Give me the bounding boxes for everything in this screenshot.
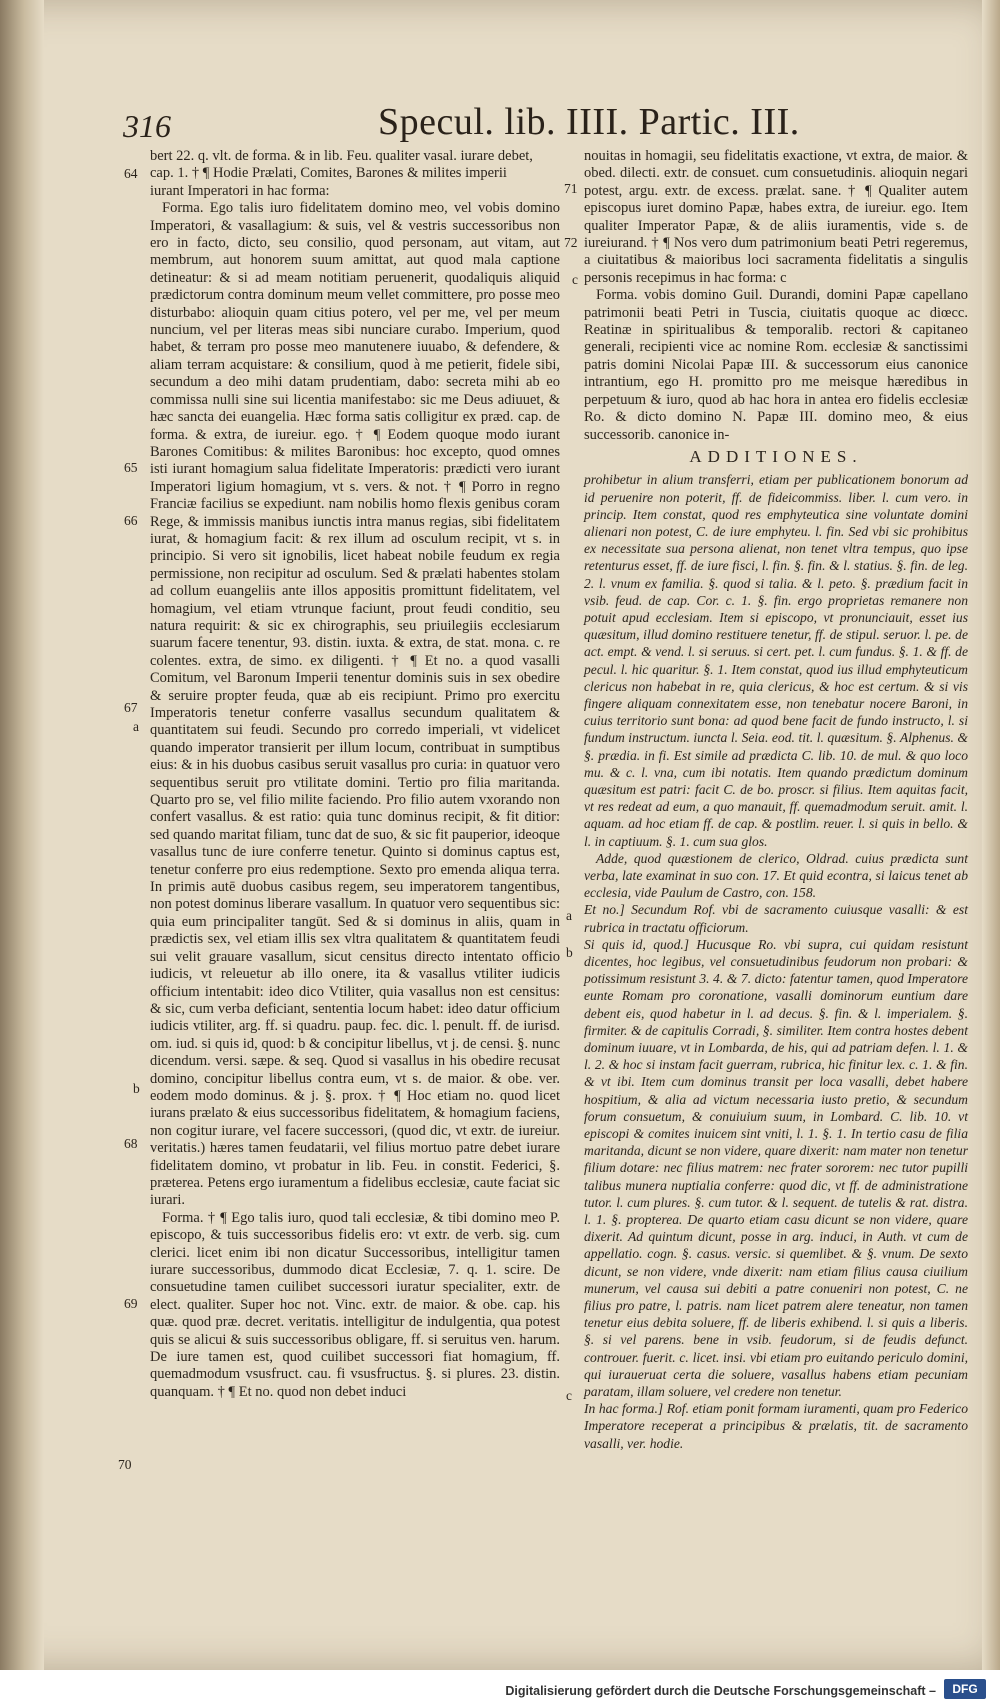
left-line-3: iurant Imperatori in hac forma: <box>150 182 330 199</box>
margin-number: 70 <box>118 1457 132 1472</box>
additiones-adde: Adde, quod quæstionem de clerico, Oldrad. cuius prædicta sunt verba, late examinat in suo con. 17. Et quid econtra, si laicus tenet ab ecclesia, vide Paulum de Castro, con. 158. <box>584 850 968 901</box>
additions-letter: b <box>566 945 573 960</box>
margin-number: 67 <box>124 700 138 715</box>
margin-number: 69 <box>124 1296 138 1311</box>
additiones-note-a: Et no.] Secundum Rof. vbi de sacramento cuiusque vasalli: & est rubrica in tractatu officiorum. <box>584 902 968 935</box>
page-number: 316 <box>123 108 171 144</box>
additiones-note-b: Si quis id, quod.] Hucusque Ro. vbi supra, cui quidam resistunt dicentes, hoc legibus, vel consuetudinibus feudorum non probari: & potissimum resistunt 3. 4. & 7. dicto: fatentur tamen, quod Imperatore eunte Romam pro coronatione, vasalli dominorum euntium dare debent eis, quod habetur in l. ad decus. §. fin. & l. imperialem. §. firmiter. & de capitulis Corradi, §. similiter. Item contra hostes debent dominum iuuare, vt in Lombarda, de his, qui ad patriam defen. l. 1. & l. 2. & hoc si instam facit guerram, rubrica, hic finitur lex. c. 1. & fin. & vt ibi. Item cum dominus transit per loca vasalli, debet habere hospitium, & alia ad victum necessaria iusto pretio, & secundum forum consuetum, & conuiuium suum, in Lombard. C. lib. 10. vt episcopi & comites inuicem sint vniti, l. 1. §. 1. In tertio casu de filia maritanda, dicunt se non videre, quare dixerit: nam mater non tenetur filium dotare: nec filius matrem: nec frater sororem: nec tutor pupilli talibus munera nuptialia conferre: quod dic, vt ff. de administratione tutor. l. cum plures. §. cum tutor. & l. sequent. de tutelis & rat. distra. l. 1. §. propterea. De quarto etiam casu dicunt se non videre, quare dixerit. Ad quintum dicunt, posse in arg. induci, in Auth. vt cum de appellatio. cogn. §. casus. versic. si quemlibet. & §. vnum. De sexto dicunt, se non videre, vnde dixerit: nam etiam filius causa ciuilium munerum, vel causa sui debiti a patre conueniri non potest, C. ne filius pro patre, l. patris. nam licet patrem alere teneatur, non tamen tenetur eius debita soluere, ff. de liberis exhibend. l. si quis a liberis. §. si vel parens. bene in vsib. feudorum, si de feudis defunct. controuer. fuerit. c. licet. insi. vbi etiam pro euitando periculo domini, qui iuraueruat certa die soluere, vasallus habens etiam pecuniam paratam, illam soluere, vel credere non tenetur. <box>584 936 968 1400</box>
additiones-heading: ADDITIONES. <box>689 446 863 466</box>
additions-letter: c <box>566 1388 572 1403</box>
forma-ecclesiae: Forma. † ¶ Ego talis iuro, quod tali ecclesiæ, & tibi domino meo P. episcopo, & tuis successoribus fidelis ero: vt extr. de verb. sig. cum clerici. licet enim ibi non dicatur Successoribus, intelligitur tamen iurare successoribus, dummodo dicat Ecclesiæ, 7. q. 1. scire. De consuetudine tamen cuilibet successori iuratur specialiter, extr. de elect. qualiter. Super hoc not. Vinc. extr. de maior. & obe. cap. his quæ. quod præ. decret. veritatis. intelligitur de indulgentia, qua potest quis se alicui & suis successoribus obligare, ff. si seruitus ven. harum. De iure tamen est, quod cuilibet successori fiat homagium, ff. quemadmodum vsusfruct. cau. fi vsusfructus. §. si plures. 23. distin. quanquam. † ¶ Et no. quod non debet induci <box>150 1209 560 1400</box>
right-column-top: nouitas in homagii, seu fidelitatis exactione, vt extra, de maior. & obed. dilecti. extr. de consuet. cum consuetudinis. alioquin negari potest, argu. extr. de excess. prælat. sane. † ¶ Qualiter autem episcopus iuret domino Papæ, habes extra, de iureiur. ego. Item qualiter Imperator Papæ, & de aliis iuramentis, vide s. de iureiurand. † ¶ Nos vero dum patrimonium beati Petri regeremus, a ciuitatibus & maioribus loci sacramenta fidelitatis a singulis personis recepimus in hac forma: c <box>584 148 968 286</box>
left-line-2: cap. 1. † ¶ Hodie Prælati, Comites, Barones & milites imperii <box>150 165 507 182</box>
left-line-1: bert 22. q. vlt. de forma. & in lib. Feu. qualiter vasal. iurare debet, <box>150 148 533 164</box>
additions-letter: a <box>566 908 572 923</box>
margin-number: 71 <box>564 181 578 196</box>
page-edge <box>982 0 1000 1670</box>
forma-imperatori: Forma. Ego talis iuro fidelitatem domino meo, vel vobis domino Imperatori, & vasallagium: & suis, vel & vestris successoribus non ero in facto, dicto, seu consilio, quod personam, aut vitam, aut membrum, aut honorem suum amittat, aut quod mala captione detineatur: & si ad meam notitiam peruenerit, quodaliquis aliquid prædictorum contra dominum meum vellet committere, pro posse meo disturbabo: alioquin quam citius potero, vel per me, vel per meum nuncium, vel per literas meas sibi nunciare curabo. Imperium, quod habet, & terram pro posse meo manutenere iuuabo, & defendere, & aliam terram acquistare: & consilium, quod à me petierit, fidele sibi, secundum a deo mihi datam prudentiam, dabo: secreta mihi ab eo commissa nulli sine sui licentia manifestabo: sic me Deus adiuuet, & hæc sancta dei euangelia. Hæc forma satis colligitur ex præd. cap. de forma. & extra, de iureiur. ego. † ¶ Eodem quoque modo iurant Barones Comitibus: & milites Baronibus: hoc excepto, quod omnes isti iurant homagium salua fidelitate Imperatoris: prædicti vero iurant Imperatori ligium homagium, vt s. vers. & not. † ¶ Porro in regno Franciæ facilius se expediunt. nam nobilis homo flexis genibus coram Rege, & immissis manibus iunctis intra manus regias, sibi fidelitatem iurat, & homagium facit: & rex illum ad osculum recipit, vt s. in principio. Si vero sit ignobilis, licet habeat nobile feudum ex regia permissione, non recipitur ad osculum. Sed & prælati habentes stolam ad collum euangeliis ante illos appositis promittunt fidelitatem, vel homagium, vel etiam vtrunque faciunt, prout feudi conditio, seu natura requirit: & sic ex chirographis, seu priuilegiis ecclesiarum suarum facere tenentur, 93. distin. iuxta. & extra, de stat. mona. c. re colentes. extra, de simo. ex diligenti. † ¶ Et no. a quod vasalli Comitum, vel Baronum Imperii tenentur dominis suis in sex obedire & seruire propter feuda, quæ ab eis recipiunt. Primo pro exercitu Imperatoris tenetur conferre vasallus secundum qualitatem & quantitatem sui feudi. Secundo pro corredo imperiali, vt videlicet quando imperator transierit per illum locum, contribuat in sumptibus eius: & in his duobus casibus seruit vasallus pro curia: in quatuor vero sequentibus seruit pro vtilitate domini. Tertio pro filia maritanda. Quarto pro se, vel filio milite faciendo. Pro filio autem vxorando non confert vasallus. & est ratio: quia tunc dominus recipit, & fit ditior: sed quando maritat filiam, tunc dat de suo, & sic fit pauperior, ideoque vasallus tunc de iure conferre tenetur. Quinto si dominus captus est, tenetur conferre pro eius redemptione. Sexto pro emenda aliqua terra. In primis autē duobus casibus regem, seu imperatorem tangentibus, non potest dominus liberare vasallum. In quatuor vero sequentibus sic: quia eum principaliter tangūt. Sed & si dominus in aliis, quam in prædictis sex, vel etiam illis sex vltra qualitatem & quantitatem feudi sui velit grauare vasallum, sicut censitus directo intentato officio iudicis, vt releuetur ab illo onere, ita & vasallus vtiliter iudicis officium intentabit: ideo dico Vtiliter, quia vasallus non est censitus: & sic, cum verba deficiant, sententia locum habet: ideo datur officium iudicis vtiliter, arg. ff. si quadru. paup. fec. dic. l. penult. ff. de iurisd. om. iud. si quis id, quod: b & concipitur libellus, vt j. de censi. §. nunc dicendum. versi. sæpe. & seq. Quod si vasallus in his obedire recusat domino, concipitur libellus contra eum, vt s. de maior. & obe. ver. eodem modo dominus. & j. §. prox. † ¶ Hoc etiam no. quod licet iurans prælato & eius successoribus fidelitatem, & homagium faciens, non cogitur iurare, vel facere successori, (quod dic, vt extr. de iureiur. veritatis.) hæres tamen feudatarii, vel filius mortuo patre debet iurare fidelitatem domino, vt probatur in lib. Feu. in constit. Federici, §. præterea. Petens ergo iuramentum a fidelibus ecclesiæ, caute faciat sic iurari. <box>150 200 560 1209</box>
footer-credit: Digitalisierung gefördert durch die Deutsche Forschungsgemeinschaft – <box>505 1684 936 1698</box>
additiones-intro: prohibetur in alium transferri, etiam per publicationem bonorum ad id peruenire non poterit, ff. de fideicommiss. liber. l. cum vero. in princip. Item constat, quod res emphyteutica sine voluntate domini alienari non potest, C. de iure emphyteu. l. fin. Sed vbi sic prohibitus ex necessitate sua persona alienat, non tenet vltra tempus, quo ipse retenturus esset, ff. de iure fisci, l. fin. §. fin. & l. statius. §. fin. de leg. 2. l. vnum ex familia. §. quod si talia. & l. peto. §. prædium facit in vsib. feud. de cap. Cor. c. 1. §. fin. ergo proprietas remanere non potuit apud ecclesiam. Item si episcopo, vt pronunciauit, esset ius quæsitum, illud domino restituere tenetur, ff. de stipul. seruor. l. pe. de act. empt. & vend. l. si seruus. si cert. pet. l. cum fundus. §. 1. & ff. de pecul. l. hic quaritur. §. 1. Item constat, quod ius illud emphyteuticum clericus non habebat in re, quia clericus, & hoc est certum. & si vis fingere aliquam connexitatem esse, non tenebatur nocere Baroni, in cuius territorio sunt bona: ad quod bene facit de fundo instructo, l. si fundum instructum. iuncta l. Seia. eod. tit. l. quæsitum. §. Alphenus. & §. prædia. in fi. Est simile ad prædicta C. lib. 10. de mul. & quo loco mu. & c. l. vna, cum ibi notatis. Item quando prædictum dominum quæsitum est patri: facit C. de bo. proscr. si filius. Item aquitas facit, vt res redeat ad eum, a quo manauit, ff. quemadmodum seruit. amit. l. aquam. ad hoc etiam ff. de cap. & postlim. reuer. l. si quis in bello. & l. in captiuum. §. 1. cum sua glos. <box>584 472 968 849</box>
margin-number: 68 <box>124 1136 138 1151</box>
right-column <box>584 148 968 1452</box>
margin-letter: b <box>133 1081 140 1096</box>
dfg-logo: DFG <box>944 1679 986 1699</box>
margin-letter: c <box>572 272 578 287</box>
margin-letter: a <box>133 719 139 734</box>
forma-durandi: Forma. vobis domino Guil. Durandi, domini Papæ capellano patrimonii beati Petri in Tuscia, ciuitatis quoque ac diœcc. Reatinæ in spiritualibus & temporalib. rectori & capitaneo generali, recipienti vice ac nomine Rom. ecclesiæ & sanctissimi patris domini Nicolai Papæ III. & successorum eius canonice intrantium, ego H. promitto pro me meisque hæredibus in perpetuum & iuro, quod ab hac hora in antea ero fidelis ecclesiæ Ro. & dicto domino N. Papæ III. domino meo, & eius successorib. canonice in- <box>584 287 968 443</box>
margin-number: 65 <box>124 460 138 475</box>
left-column <box>150 148 560 1401</box>
additiones-note-c: In hac forma.] Rof. etiam ponit formam iuramenti, quam pro Federico Imperatore receperat a principibus & prælatis, tit. de sacramento vasalli, ver. hodie. <box>584 1401 968 1451</box>
margin-number: 72 <box>564 235 578 250</box>
margin-number: 66 <box>124 513 138 528</box>
margin-number: 64 <box>124 166 138 181</box>
running-head: Specul. lib. IIII. Partic. III. <box>378 101 800 143</box>
page-gutter <box>0 0 44 1670</box>
